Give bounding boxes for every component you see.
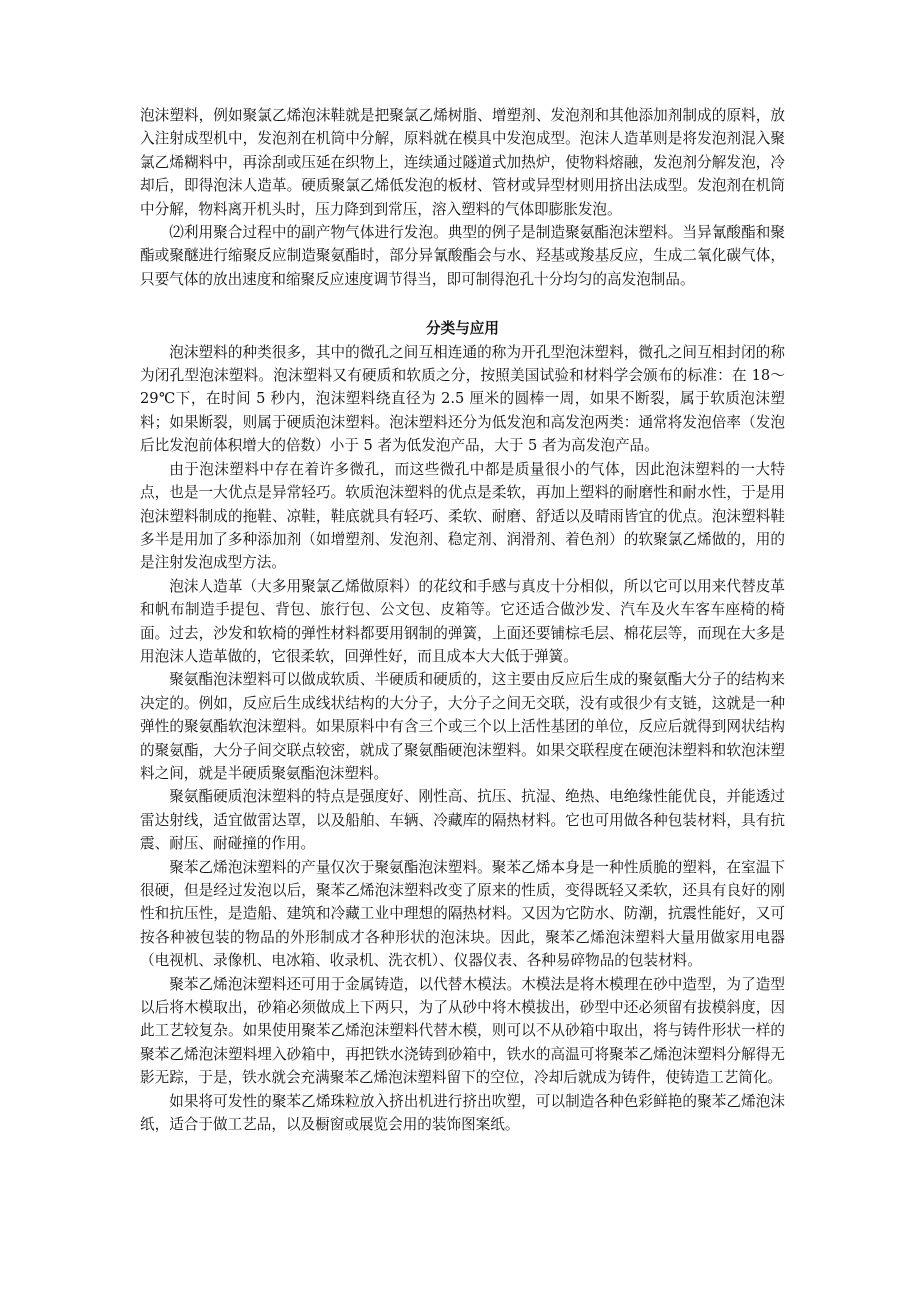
section-paragraph-3: 泡沫人造革（大多用聚氯乙烯做原料）的花纹和手感与真皮十分相似，所以它可以用来代替皮革和帆布制造手提包、背包、旅行包、公文包、皮箱等。它还适合做沙发、汽车及火车客车座椅的椅面。过去，沙发和软椅的弹性材料都要用钢制的弹簧，上面还要铺棕毛层、棉花层等，而现在大多是用泡沫人造革做的，它很柔软，回弹性好，而且成本大大低于弹簧。 [140, 577, 785, 665]
document-page [140, 104, 785, 1136]
section-paragraph-5: 聚氨酯硬质泡沫塑料的特点是强度好、刚性高、抗压、抗湿、绝热、电绝缘性能优良，并能透过雷达射线，适宜做雷达罩，以及船舶、车辆、冷藏库的隔热材料。它也可用做各种包装材料，具有抗震、耐压、耐碰撞的作用。 [140, 788, 785, 853]
section-paragraph-7: 聚苯乙烯泡沫塑料还可用于金属铸造，以代替木模法。木模法是将木模理在砂中造型，为了造型以后将木模取出，砂箱必须做成上下两只，为了从砂中将木模拔出，砂型中还必须留有拔模斜度，因此工艺较复杂。如果使用聚苯乙烯泡沫塑料代替木模，则可以不从砂箱中取出，将与铸件形状一样的聚苯乙烯泡沫塑料埋入砂箱中，再把铁水浇铸到砂箱中，铁水的高温可将聚苯乙烯泡沫塑料分解得无影无踪，于是，铁水就会充满聚苯乙烯泡沫塑料留下的空位，冷却后就成为铸件，使铸造工艺简化。 [140, 975, 785, 1087]
section-paragraph-6: 聚苯乙烯泡沫塑料的产量仅次于聚氨酯泡沫塑料。聚苯乙烯本身是一种性质脆的塑料，在室温下很硬，但是经过发泡以后，聚苯乙烯泡沫塑料改变了原来的性质，变得既轻又柔软，还具有良好的刚性和抗压性，是造船、建筑和冷藏工业中理想的隔热材料。又因为它防水、防潮，抗震性能好，又可按各种被包装的物品的外形制成才各种形状的泡沫块。因此，聚苯乙烯泡沫塑料大量用做家用电器（电视机、录像机、电冰箱、收录机、洗衣机）、仪器仪表、各种易碎物品的包装材料。 [140, 858, 785, 970]
intro-paragraph-1: 泡沫塑料，例如聚氯乙烯泡沫鞋就是把聚氯乙烯树脂、增塑剂、发泡剂和其他添加剂制成的原料，放入注射成型机中，发泡剂在机筒中分解，原料就在模具中发泡成型。泡沫人造革则是将发泡剂混入聚氯乙烯糊料中，再涂刮或压延在织物上，连续通过隧道式加热炉，使物料熔融，发泡剂分解发泡，冷却后，即得泡沫人造革。硬质聚氯乙烯低发泡的板材、管材或异型材则用挤出法成型。发泡剂在机筒中分解，物料离开机头时，压力降到到常压，溶入塑料的气体即膨胀发泡。 [140, 107, 785, 218]
section-paragraph-4: 聚氨酯泡沫塑料可以做成软质、半硬质和硬质的，这主要由反应后生成的聚氨酯大分子的结构来决定的。例如，反应后生成线状结构的大分子，大分子之间无交联，没有或很少有支链，这就是一种弹性的聚氨酯软泡沫塑料。如果原料中有含三个或三个以上活性基团的单位，反应后就得到网状结构的聚氨酯，大分子间交联点较密，就成了聚氨酯硬泡沫塑料。如果交联程度在硬泡沫塑料和软泡沫塑料之间，就是半硬质聚氨酯泡沫塑料。 [140, 671, 785, 782]
section-paragraph-1: 泡沫塑料的种类很多，其中的微孔之间互相连通的称为开孔型泡沫塑料，微孔之间互相封闭的称为闭孔型泡沫塑料。泡沫塑料又有硬质和软质之分，按照美国试验和材料学会颁布的标准：在 18～29℃下，在时间 5 秒内，泡沫塑料绕直径为 2.5 厘米的圆棒一周，如果不断裂，属于软质泡沫塑料；如果断裂，则属于硬质泡沫塑料。泡沫塑料还分为低发泡和高发泡两类：通常将发泡倍率（发泡后比发泡前体积增大的倍数）小于 5 者为低发泡产品，大于 5 者为高发泡产品。 [140, 343, 785, 455]
intro-paragraph-2: ⑵利用聚合过程中的副产物气体进行发泡。典型的例子是制造聚氨酯泡沫塑料。当异氰酸酯和聚酯或聚醚进行缩聚反应制造聚氨酯时，部分异氰酸酯会与水、羟基或羧基反应，生成二氧化碳气体，只要气体的放出速度和缩聚反应速度调节得当，即可制得泡孔十分均匀的高发泡制品。 [140, 224, 785, 288]
section-paragraph-8: 如果将可发性的聚苯乙烯珠粒放入挤出机进行挤出吹塑，可以制造各种色彩鲜艳的聚苯乙烯泡沫纸，适合于做工艺品，以及橱窗或展览会用的装饰图案纸。 [140, 1092, 785, 1134]
section-paragraph-2: 由于泡沫塑料中存在着许多微孔，而这些微孔中都是质量很小的气体，因此泡沫塑料的一大特点，也是一大优点是异常轻巧。软质泡沫塑料的优点是柔软，再加上塑料的耐磨性和耐水性，于是用泡沫塑料制成的拖鞋、凉鞋，鞋底就具有轻巧、柔软、耐磨、舒适以及晴雨皆宜的优点。泡沫塑料鞋多半是用加了多种添加剂（如增塑剂、发泡剂、稳定剂、润滑剂、着色剂）的软聚氯乙烯做的，用的是注射发泡成型方法。 [140, 460, 785, 572]
section-title: 分类与应用 [426, 320, 499, 338]
